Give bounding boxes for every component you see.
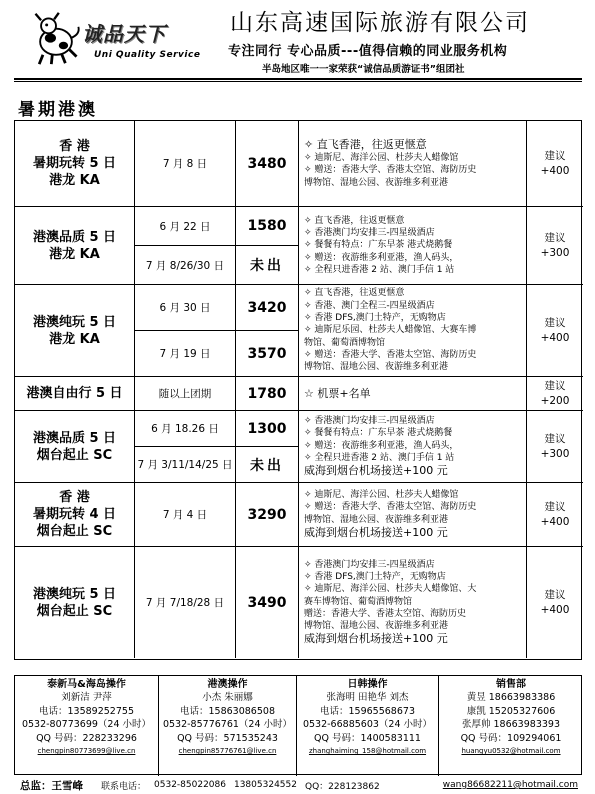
contact-line: 0532-66885603（24 小时） bbox=[302, 719, 433, 730]
route-name bbox=[15, 285, 135, 377]
suggested-markup-text: 建议 bbox=[544, 316, 566, 329]
suggested-markup-text: +300 bbox=[540, 447, 570, 460]
price bbox=[236, 377, 299, 411]
feature-line: 博物馆、湿地公园、夜游维多利亚港 bbox=[304, 621, 449, 632]
departure-date bbox=[135, 377, 236, 411]
feature-line: ✧ 全程只进香港 2 站、澳门手信 1 站 bbox=[304, 264, 455, 275]
contact-title: 销售部 bbox=[496, 679, 526, 690]
feature-line: ✧ 香港澳门均安排三-四星级酒店 bbox=[304, 415, 435, 426]
product-table bbox=[14, 120, 582, 660]
departure-date-text: 6 月 30 日 bbox=[159, 302, 211, 314]
contact-line: 张海明 田艳华 刘杰 bbox=[326, 692, 409, 703]
suggested-markup-text: 建议 bbox=[544, 500, 566, 513]
contact-column bbox=[15, 676, 159, 776]
departure-date bbox=[135, 121, 236, 207]
suggested-markup-text: 建议 bbox=[544, 149, 566, 162]
price-text: 1580 bbox=[247, 218, 287, 234]
price bbox=[236, 411, 299, 447]
suggested-markup-text: +400 bbox=[540, 603, 570, 616]
contact-title: 港澳操作 bbox=[207, 679, 248, 690]
contact-line: 0532-80773699（24 小时） bbox=[21, 719, 152, 730]
contact-line: QQ 号码：1400583111 bbox=[314, 732, 421, 744]
contact-email[interactable]: chengpin85776761@live.cn bbox=[178, 747, 277, 755]
price-text: 3290 bbox=[247, 506, 287, 523]
contact-line: QQ 号码：571535243 bbox=[177, 732, 278, 744]
feature-line: ✧ 赠送：夜游维多利亚港，渔人码头， bbox=[304, 440, 459, 451]
itinerary-features bbox=[299, 377, 527, 411]
price-text: 1300 bbox=[247, 420, 287, 437]
tel-1: 0532-85022086 bbox=[154, 780, 226, 790]
company-logo bbox=[22, 8, 212, 70]
route-name bbox=[15, 377, 135, 411]
brand-name: 诚品天下 bbox=[82, 22, 166, 46]
feature-line: 威海到烟台机场接送+100 元 bbox=[304, 632, 448, 646]
feature-line: ✧ 香港澳门均安排三-四星级酒店 bbox=[304, 559, 435, 570]
slogan: 专注同行 专心品质---值得信赖的同业服务机构 bbox=[228, 44, 508, 59]
departure-date-text: 6 月 22 日 bbox=[159, 220, 211, 233]
suggested-markup bbox=[527, 121, 583, 207]
feature-line: ✧ 迪斯尼、海洋公园、杜莎夫人蜡像馆、大 bbox=[304, 584, 477, 595]
departure-date-text: 7 月 19 日 bbox=[159, 348, 211, 360]
feature-line: ✧ 直飞香港，往返更惬意 bbox=[304, 288, 405, 299]
feature-line: ✧ 餐餐有特点：广东早茶 港式烧鹅餐 bbox=[304, 240, 453, 251]
suggested-markup bbox=[527, 547, 583, 658]
route-name-line: 港澳纯玩 5 日 bbox=[32, 314, 117, 330]
feature-line: ✧ 直飞香港，往返更惬意 bbox=[304, 215, 405, 226]
itinerary-features bbox=[299, 285, 527, 377]
departure-date bbox=[135, 483, 236, 547]
suggested-markup-text: +400 bbox=[540, 515, 570, 528]
departure-date bbox=[135, 411, 236, 447]
contact-line: 小杰 朱丽娜 bbox=[202, 692, 253, 703]
route-name bbox=[15, 121, 135, 207]
suggested-markup-text: 建议 bbox=[544, 432, 566, 445]
feature-line: ✧ 香港澳门均安排三-四星级酒店 bbox=[304, 228, 435, 239]
price-text: 3570 bbox=[247, 345, 287, 362]
price-text: 3480 bbox=[247, 155, 287, 172]
suggested-markup-text: +400 bbox=[540, 164, 570, 177]
contact-line: 康凯 15205327606 bbox=[466, 705, 556, 717]
route-name-line: 烟台起止 SC bbox=[36, 603, 113, 619]
contact-email[interactable]: chengpin80773699@live.cn bbox=[37, 747, 136, 755]
itinerary-features bbox=[299, 207, 527, 285]
feature-line: 博物馆、湿地公园、夜游维多利亚港 bbox=[304, 514, 449, 525]
divider bbox=[14, 81, 582, 82]
feature-line: 物馆、葡萄酒博物馆 bbox=[304, 337, 386, 348]
price-text: 3420 bbox=[247, 299, 287, 316]
contact-title: 泰新马&海岛操作 bbox=[47, 679, 126, 690]
departure-date-text: 7 月 8 日 bbox=[162, 158, 208, 170]
route-name-line: 港龙 KA bbox=[49, 246, 100, 262]
price-text: 未出 bbox=[250, 258, 284, 274]
feature-line: ✧ 迪斯尼、海洋公园、杜莎夫人蜡像馆 bbox=[304, 153, 459, 164]
suggested-markup bbox=[527, 207, 583, 285]
contact-line: 黄昱 18663983386 bbox=[466, 692, 556, 703]
ox-mascot-icon bbox=[28, 10, 84, 66]
tel-label: 联系电话： bbox=[101, 781, 147, 792]
sub-slogan: 半岛地区唯一一家荣获“诚信品质游证书”组团社 bbox=[262, 64, 465, 75]
contact-column bbox=[297, 676, 439, 776]
itinerary-features bbox=[299, 547, 527, 658]
tel-2: 13805324552 bbox=[233, 780, 297, 790]
suggested-markup-text: +400 bbox=[540, 331, 570, 344]
feature-line: 博物馆、湿地公园、夜游维多利亚港 bbox=[304, 362, 449, 373]
route-name-line: 港龙 KA bbox=[49, 173, 100, 188]
divider bbox=[14, 78, 582, 80]
company-name: 山东高速国际旅游有限公司 bbox=[230, 10, 530, 36]
section-title: 暑期港澳 bbox=[18, 100, 98, 120]
contact-line: QQ 号码：228233296 bbox=[36, 732, 137, 744]
suggested-markup bbox=[527, 411, 583, 483]
route-name-line: 烟台起止 SC bbox=[36, 524, 113, 539]
contact-line: 刘新洁 尹萍 bbox=[61, 692, 112, 703]
departure-date bbox=[135, 447, 236, 483]
bottom-bar bbox=[14, 777, 582, 793]
route-name-line: 港龙 KA bbox=[49, 331, 100, 347]
suggested-markup-text: 建议 bbox=[544, 379, 566, 392]
route-name-line: 港澳品质 5 日 bbox=[32, 430, 117, 446]
header bbox=[0, 0, 595, 80]
contact-line: 张厚帅 18663983393 bbox=[461, 719, 560, 730]
price-text: 1780 bbox=[247, 385, 287, 402]
price bbox=[236, 285, 299, 331]
contact-email[interactable]: zhanghaiming_158@hotmail.com bbox=[308, 747, 427, 755]
departure-date bbox=[135, 207, 236, 246]
contact-title: 日韩操作 bbox=[347, 679, 388, 690]
feature-line: ✧ 迪斯尼、海洋公园、杜莎夫人蜡像馆 bbox=[304, 490, 459, 501]
departure-date bbox=[135, 246, 236, 285]
itinerary-features bbox=[299, 411, 527, 483]
feature-line: 赛车博物馆、葡萄酒博物馆 bbox=[304, 596, 413, 607]
suggested-markup-text: +200 bbox=[540, 394, 570, 407]
route-name-line: 暑期玩转 4 日 bbox=[32, 507, 117, 522]
suggested-markup-text: 建议 bbox=[544, 588, 566, 601]
route-name-line: 香 港 bbox=[59, 490, 90, 505]
feature-line: 威海到烟台机场接送+100 元 bbox=[304, 525, 448, 539]
suggested-markup-text: +300 bbox=[540, 246, 570, 259]
route-name bbox=[15, 547, 135, 658]
contact-column bbox=[159, 676, 297, 776]
departure-date-text: 随以上团期 bbox=[158, 388, 212, 400]
departure-date bbox=[135, 547, 236, 658]
brand-name-en: Uni Quality Service bbox=[94, 50, 201, 60]
price-text: 未出 bbox=[250, 457, 284, 474]
feature-line: ✧ 赠送：香港大学、香港太空馆、海防历史 bbox=[304, 165, 477, 176]
price bbox=[236, 246, 299, 285]
price-text: 3490 bbox=[247, 594, 287, 611]
departure-date-text: 7 月 3/11/14/25 日 bbox=[137, 459, 233, 471]
contact-column bbox=[439, 676, 583, 776]
departure-date bbox=[135, 285, 236, 331]
director-label: 总监：王雪峰 bbox=[20, 779, 83, 792]
qq: QQ：228123862 bbox=[304, 781, 380, 792]
feature-line: 威海到烟台机场接送+100 元 bbox=[304, 464, 448, 478]
contact-line: 电话：15965568673 bbox=[320, 705, 415, 717]
contact-email[interactable]: huangyu0532@hotmail.com bbox=[461, 747, 561, 755]
feature-line: ✧ 迪斯尼乐园、杜莎夫人蜡像馆、大赛车博 bbox=[304, 325, 477, 336]
price bbox=[236, 331, 299, 377]
departure-date-text: 7 月 8/26/30 日 bbox=[145, 259, 225, 272]
route-name bbox=[15, 411, 135, 483]
route-name-line: 港澳纯玩 5 日 bbox=[32, 586, 117, 602]
feature-line: ✧ 赠送：香港大学、香港太空馆、海防历史 bbox=[304, 502, 477, 513]
route-name-line: 香 港 bbox=[59, 139, 90, 154]
suggested-markup-text: 建议 bbox=[544, 231, 566, 244]
departure-date-text: 7 月 7/18/28 日 bbox=[145, 597, 225, 609]
price bbox=[236, 121, 299, 207]
contact-line: QQ 号码：109294061 bbox=[460, 732, 562, 744]
feature-line: ☆ 机票+名单 bbox=[304, 386, 371, 400]
route-name-line: 港澳品质 5 日 bbox=[32, 229, 117, 245]
feature-line: ✧ 香港 DFS,澳门土特产，无购物店 bbox=[304, 313, 446, 324]
feature-line: 博物馆、湿地公园、夜游维多利亚港 bbox=[304, 177, 449, 188]
route-name-line: 烟台起止 SC bbox=[36, 447, 113, 463]
departure-date bbox=[135, 331, 236, 377]
feature-line: ✧ 赠送：夜游维多利亚港，渔人码头， bbox=[304, 252, 459, 263]
route-name-line: 暑期玩转 5 日 bbox=[32, 156, 117, 171]
email-link[interactable]: wang86682211@hotmail.com bbox=[442, 780, 578, 790]
feature-line: ✧ 香港、澳门全程三-四星级酒店 bbox=[304, 300, 435, 311]
departure-date-text: 6 月 18.26 日 bbox=[151, 423, 219, 435]
itinerary-features bbox=[299, 483, 527, 547]
itinerary-features bbox=[299, 121, 527, 207]
feature-line: ✧ 全程只进香港 2 站、澳门手信 1 站 bbox=[304, 452, 455, 463]
feature-line: 赠送：香港大学、香港太空馆、海防历史 bbox=[304, 608, 467, 619]
feature-line: ✧ 香港 DFS,澳门土特产，无购物店 bbox=[304, 571, 446, 582]
suggested-markup bbox=[527, 377, 583, 411]
contact-line: 电话：15863086508 bbox=[180, 705, 275, 717]
contact-line: 电话：13589252755 bbox=[39, 705, 134, 717]
suggested-markup bbox=[527, 285, 583, 377]
feature-line: ✧ 赠送：香港大学、香港太空馆、海防历史 bbox=[304, 349, 477, 360]
price bbox=[236, 207, 299, 246]
departure-date-text: 7 月 4 日 bbox=[162, 509, 208, 521]
route-name bbox=[15, 207, 135, 285]
feature-line: ✧ 直飞香港，往返更惬意 bbox=[304, 138, 427, 152]
contact-line: 0532-85776761（24 小时） bbox=[162, 719, 293, 730]
feature-line: ✧ 餐餐有特点：广东早茶 港式烧鹅餐 bbox=[304, 428, 453, 439]
suggested-markup bbox=[527, 483, 583, 547]
price bbox=[236, 547, 299, 658]
route-name bbox=[15, 483, 135, 547]
price bbox=[236, 483, 299, 547]
contacts-footer bbox=[14, 675, 582, 775]
price bbox=[236, 447, 299, 483]
route-name-line: 港澳自由行 5 日 bbox=[26, 386, 123, 401]
